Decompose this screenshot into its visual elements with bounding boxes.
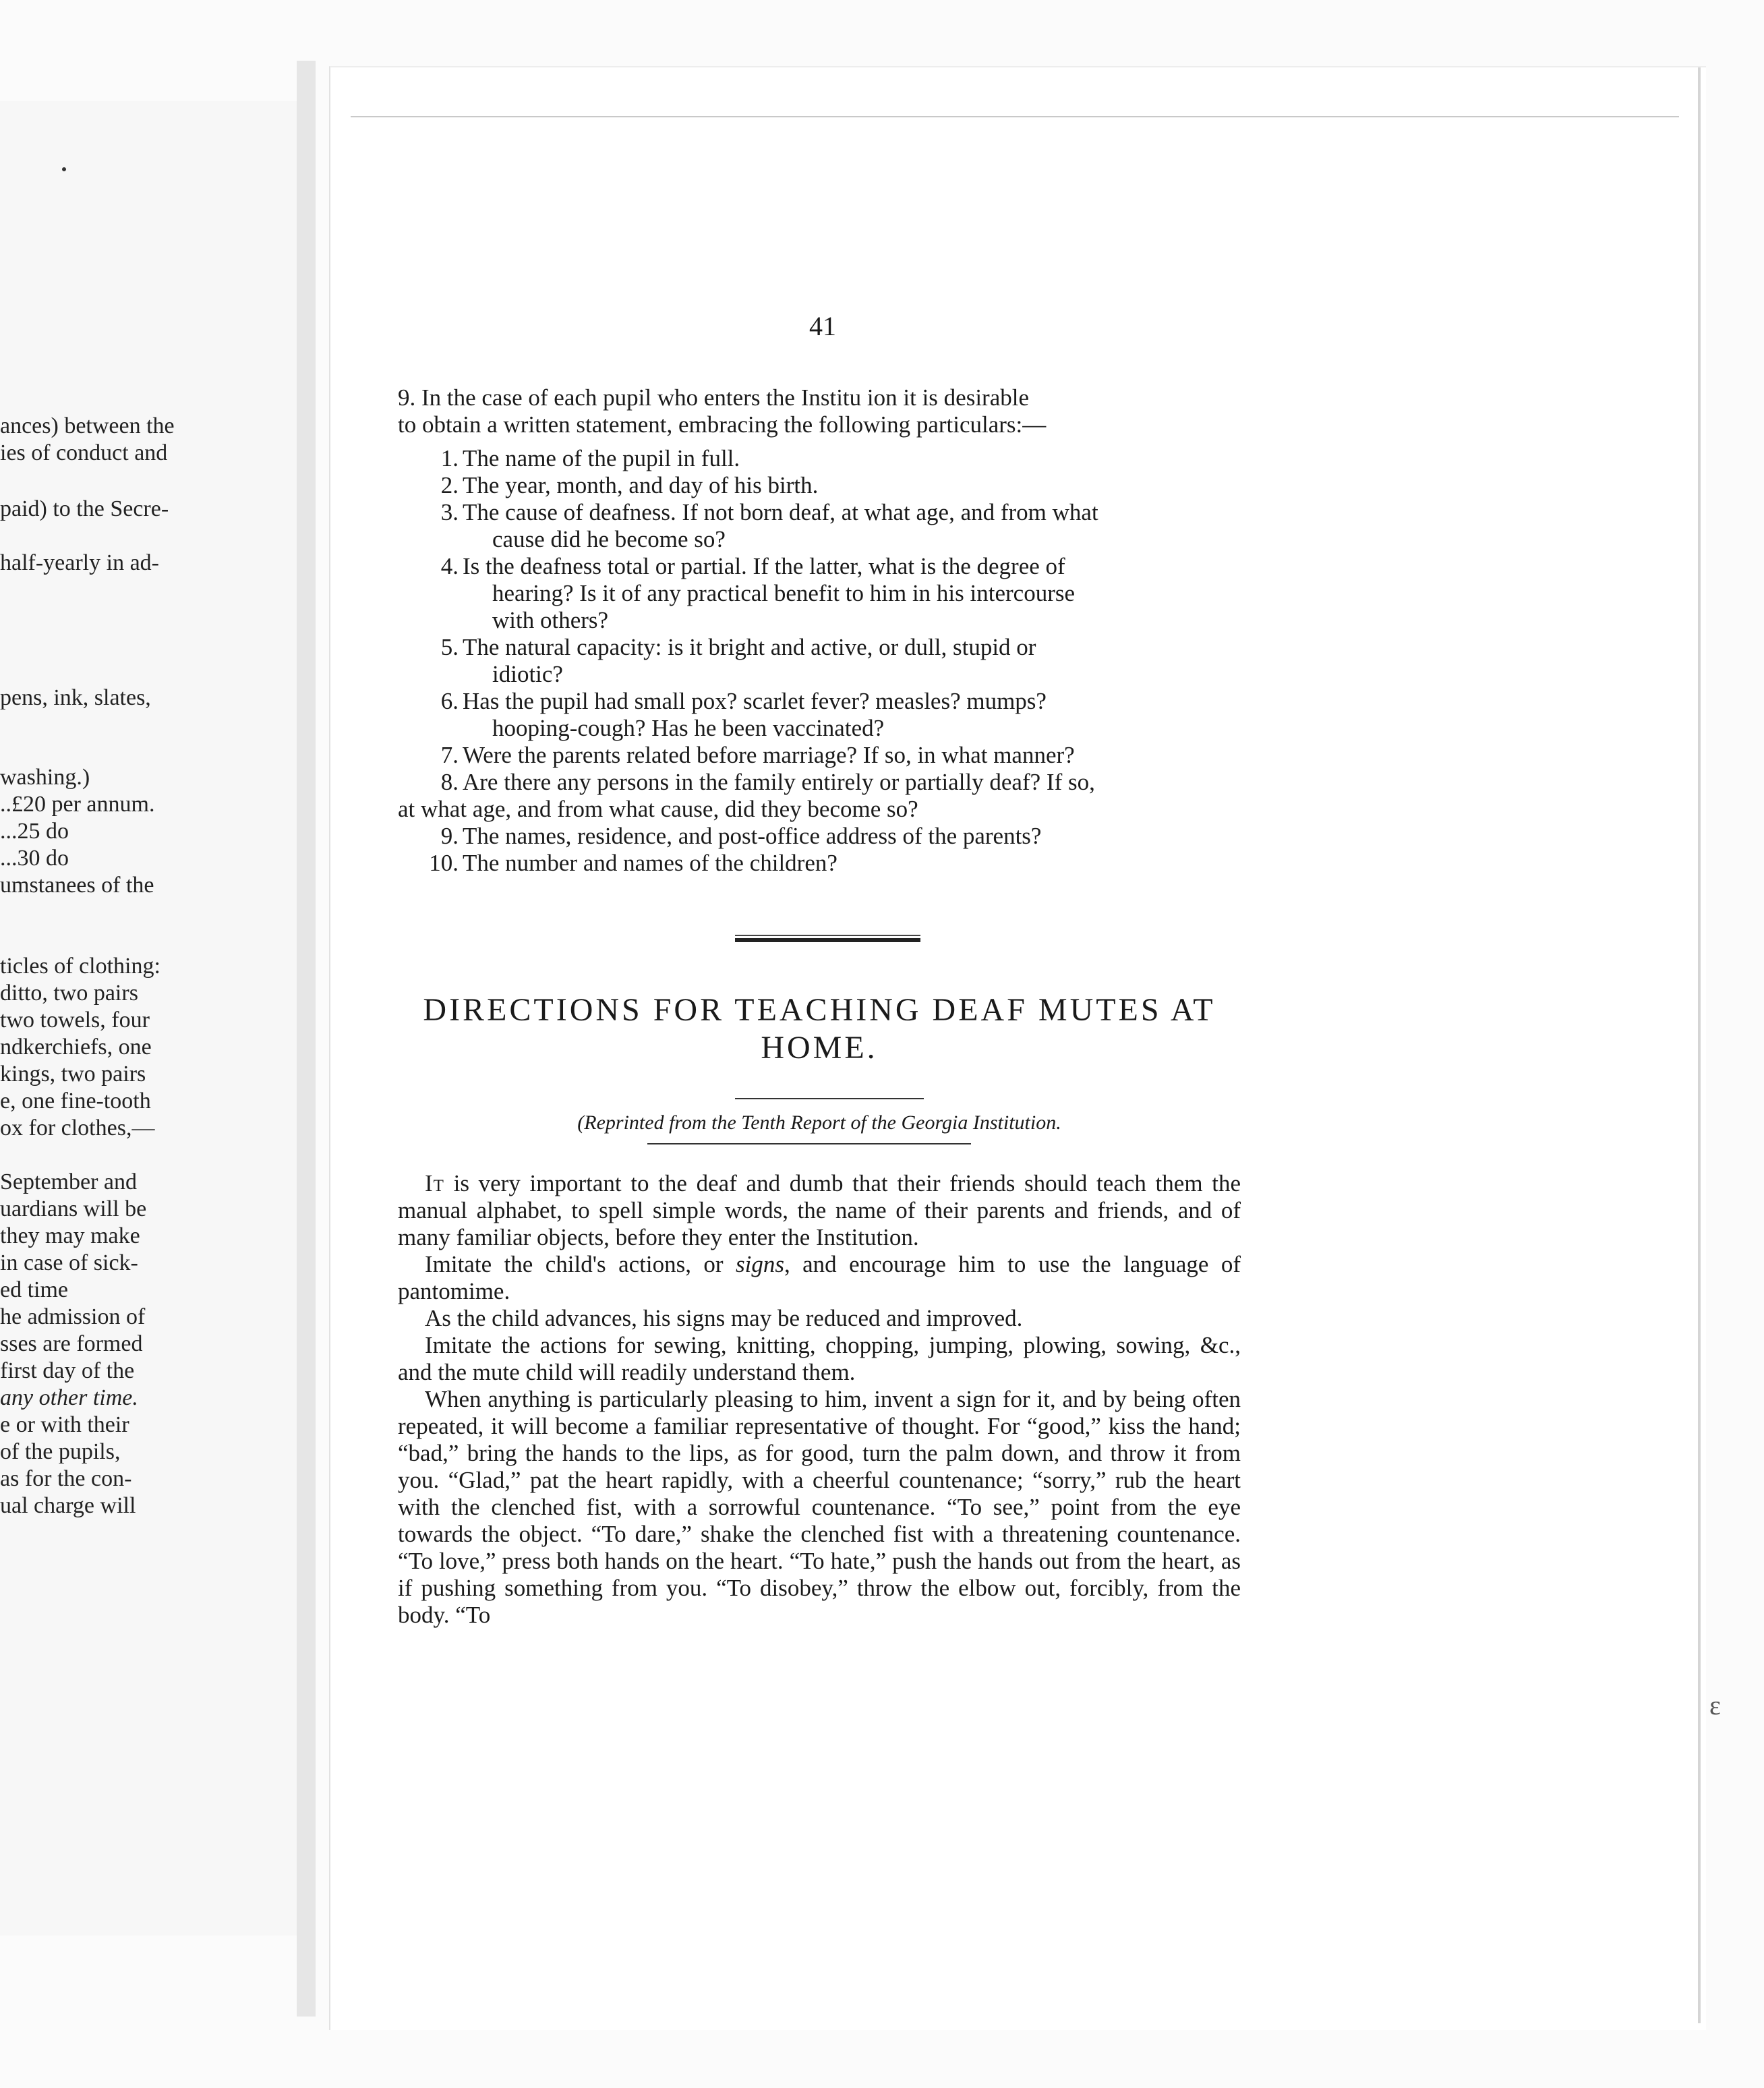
left-page-line: he admission of [0, 1304, 146, 1329]
list-item [398, 769, 1241, 823]
list-item [398, 553, 1241, 634]
left-page-line: as for the con- [0, 1466, 132, 1491]
list-item [398, 445, 1241, 472]
heading-line-2: HOME. [761, 1030, 878, 1066]
left-page-line: uardians will be [0, 1196, 147, 1221]
item-continuation: cause did he become so? [492, 526, 726, 552]
section-heading [398, 991, 1241, 1067]
intro-line-1: 9. In the case of each pupil who enters the Institu ion it is desirable [398, 384, 1029, 411]
list-item [398, 472, 1241, 499]
left-page-line: two towels, four [0, 1008, 150, 1033]
left-page-line: paid) to the Secre- [0, 496, 169, 521]
item-text: The natural capacity: is it bright and active, or dull, stupid or [463, 634, 1036, 660]
item-text: The cause of deafness. If not born deaf, at what age, and from what [463, 499, 1098, 525]
left-facing-page [0, 101, 299, 1936]
left-page-line: first day of the [0, 1358, 135, 1383]
left-page-line: pens, ink, slates, [0, 685, 151, 710]
page-right-edge [1698, 67, 1701, 2023]
left-page-line: in case of sick- [0, 1250, 138, 1275]
item-text: The year, month, and day of his birth. [463, 472, 819, 498]
list-item [398, 688, 1241, 742]
item-number: 9. [440, 823, 459, 849]
heading-underline [735, 1098, 924, 1099]
left-page-line: kings, two pairs [0, 1062, 146, 1086]
list-item [398, 823, 1241, 850]
intro-line-2: to obtain a written statement, embracing the following particulars:— [398, 411, 1047, 438]
item-text: The names, residence, and post-office address of the parents? [463, 823, 1042, 849]
item-continuation: with others? [492, 607, 609, 633]
left-page-line: ditto, two pairs [0, 981, 138, 1006]
item-text: The name of the pupil in full. [463, 445, 740, 471]
item-number: 4. [440, 553, 459, 579]
ink-speck [62, 167, 66, 171]
paragraph-text: is very important to the deaf and dumb that their friends should teach them the manual alphabet, to spell simple words, the name of their parents and friends, and of many familiar objects, before they enter the Institution. [398, 1170, 1241, 1250]
paragraph: When anything is particularly pleasing to him, invent a sign for it, and by being often repeated, it will become a familiar representative of thought. For “good,” kiss the hand; “bad,” bring the hands to the lips, as for good, turn the palm down, and throw it from you. “Glad,” pat the heart rapidly, with a cheerful countenance; “sorry,” rub the heart with the clenched fist, with a sorrowful countenance. “To see,” point from the eye towards the object. “To dare,” shake the clenched fist with a threatening countenance. “To love,” press both hands on the heart. “To hate,” push the hands out from the heart, as if pushing something from you. “To disobey,” throw the elbow out, forcibly, from the body. “To [398, 1386, 1241, 1628]
left-page-line: ox for clothes,— [0, 1115, 155, 1140]
reprint-underline [647, 1143, 971, 1144]
item-text: The number and names of the children? [463, 850, 837, 876]
section-divider-thick [735, 938, 920, 942]
list-item [398, 742, 1241, 769]
left-page-line: ances) between the [0, 413, 175, 438]
item-text: Has the pupil had small pox? scarlet fever? measles? mumps? [463, 688, 1047, 714]
list-item [398, 634, 1241, 688]
left-page-line: September and [0, 1169, 137, 1194]
item-continuation: hearing? Is it of any practical benefit to him in his intercourse [492, 580, 1076, 606]
left-page-line: of the pupils, [0, 1439, 121, 1464]
item-continuation: idiotic? [492, 661, 563, 687]
left-page-line: ndkerchiefs, one [0, 1035, 152, 1060]
section-divider-thin [735, 935, 920, 936]
item-number: 8. [440, 769, 459, 795]
item-number: 3. [440, 499, 459, 525]
left-page-line: half-yearly in ad- [0, 550, 159, 575]
margin-mark: ε [1709, 1690, 1721, 1720]
item-continuation: hooping-cough? Has he been vaccinated? [492, 715, 885, 741]
heading-line-1: DIRECTIONS FOR TEACHING DEAF MUTES AT [423, 992, 1216, 1028]
paragraph-text: , and encourage him to use the language of pantomime. [398, 1251, 1241, 1304]
left-page-line: they may make [0, 1223, 140, 1248]
item-text: Is the deafness total or partial. If the latter, what is the degree of [463, 553, 1065, 579]
intro-paragraph [398, 384, 1241, 438]
gutter-shadow [297, 61, 316, 2017]
left-page-line: e or with their [0, 1412, 129, 1437]
item-number: 7. [440, 742, 459, 768]
left-page-line: washing.) [0, 765, 90, 790]
article-body [398, 1170, 1241, 1629]
left-page-line: ..£20 per annum. [0, 792, 155, 817]
item-text: Were the parents related before marriage? If so, in what manner? [463, 742, 1075, 768]
item-wrapped-line: at what age, and from what cause, did they become so? [398, 796, 918, 822]
paragraph: Imitate the actions for sewing, knitting, chopping, jumping, plowing, sowing, &c., and the mute child will readily understand them. [398, 1332, 1241, 1385]
item-number: 1. [440, 445, 459, 471]
left-page-line: sses are formed [0, 1331, 143, 1356]
drop-word: It [425, 1170, 444, 1196]
left-page-line: any other time. [0, 1385, 138, 1410]
paragraph [398, 1251, 1241, 1305]
left-page-line: ual charge will [0, 1493, 136, 1518]
left-page-line: umstanees of the [0, 873, 154, 898]
item-number: 6. [440, 688, 459, 714]
paragraph-text: Imitate the child's actions, or [425, 1251, 736, 1277]
item-text: Are there any persons in the family entirely or partially deaf? If so, [463, 769, 1095, 795]
item-number: 2. [440, 472, 459, 498]
list-item [398, 499, 1241, 553]
left-page-line: ies of conduct and [0, 440, 168, 465]
particulars-list [398, 445, 1241, 877]
left-page-line: ...30 do [0, 846, 69, 871]
list-item [398, 850, 1241, 877]
page-top-edge [351, 116, 1679, 117]
left-page-line: e, one fine-tooth [0, 1089, 151, 1113]
paragraph [398, 1170, 1241, 1251]
page-number: 41 [809, 311, 836, 341]
item-number: 5. [440, 634, 459, 660]
left-page-line: ed time [0, 1277, 69, 1302]
paragraph: As the child advances, his signs may be reduced and improved. [425, 1305, 1023, 1331]
emphasis: signs [735, 1251, 784, 1277]
left-page-line: ticles of clothing: [0, 954, 160, 979]
reprint-note: (Reprinted from the Tenth Report of the Georgia Institution. [577, 1111, 1061, 1134]
left-page-line: ...25 do [0, 819, 69, 844]
item-number: 10. [429, 850, 459, 876]
